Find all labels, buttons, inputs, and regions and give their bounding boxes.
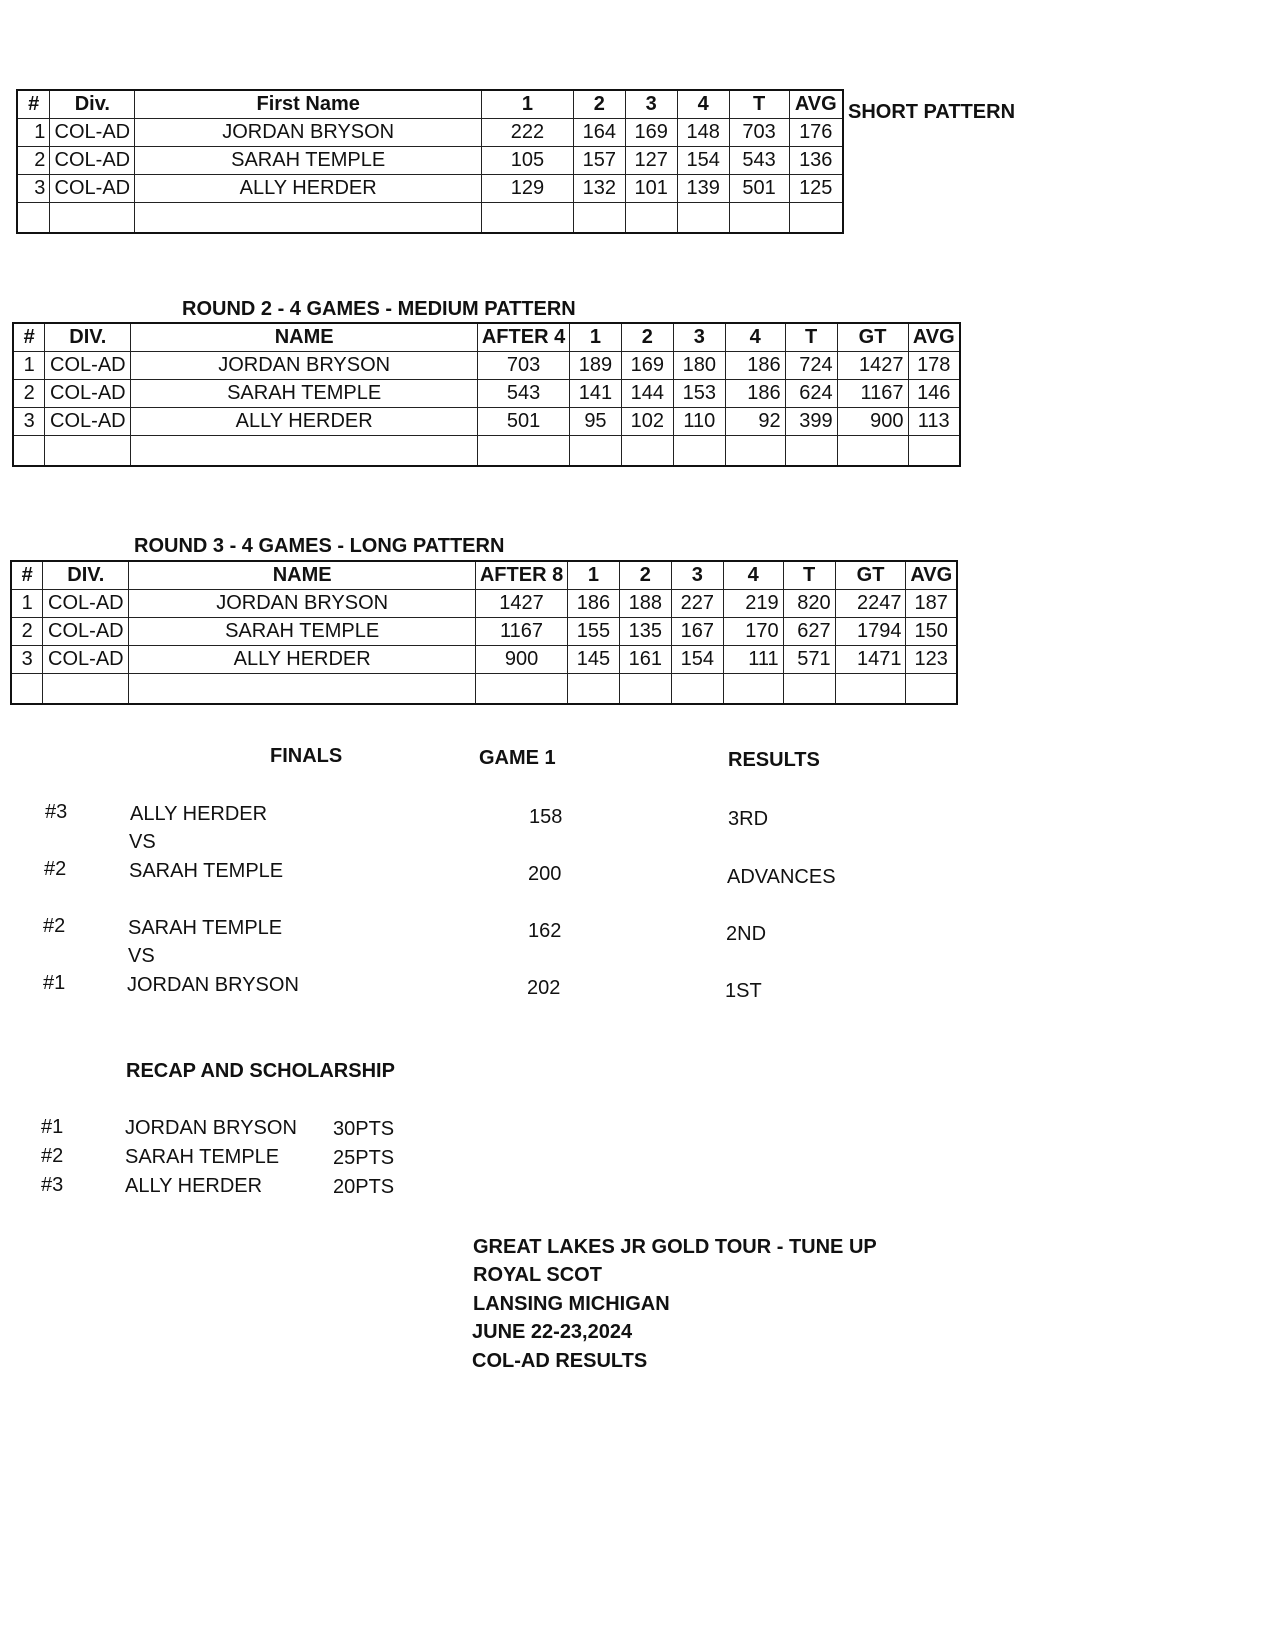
recap-name: JORDAN BRYSON <box>125 1117 297 1139</box>
cell: 129 <box>482 175 574 203</box>
col-header: 2 <box>573 90 625 119</box>
cell: 178 <box>908 352 960 380</box>
cell: 186 <box>725 352 785 380</box>
cell: 399 <box>785 408 837 436</box>
col-header: Div. <box>50 90 135 119</box>
recap-points: 30PTS <box>333 1118 395 1140</box>
finals-name: ALLY HERDER <box>130 803 268 825</box>
recap-name: ALLY HERDER <box>125 1175 263 1197</box>
recap-points: 20PTS <box>333 1176 395 1198</box>
col-header: AVG <box>906 561 957 590</box>
finals-seed: #1 <box>43 972 66 994</box>
cell: 145 <box>567 646 619 674</box>
finals-vs: VS <box>129 831 156 853</box>
col-header: 1 <box>482 90 574 119</box>
col-header: 4 <box>677 90 729 119</box>
cell: 2 <box>13 380 45 408</box>
col-header: # <box>11 561 43 590</box>
cell: 135 <box>619 618 671 646</box>
cell: 113 <box>908 408 960 436</box>
table-row <box>17 147 843 175</box>
event-date: JUNE 22-23,2024 <box>472 1321 633 1343</box>
col-header: 4 <box>725 323 785 352</box>
cell: 111 <box>723 646 783 674</box>
col-header: T <box>785 323 837 352</box>
cell: 900 <box>476 646 568 674</box>
finals-score: 158 <box>529 806 563 828</box>
cell: ALLY HERDER <box>135 175 482 203</box>
cell: 1 <box>13 352 45 380</box>
cell: 176 <box>789 119 843 147</box>
cell: 101 <box>625 175 677 203</box>
cell: 189 <box>569 352 621 380</box>
col-header: 4 <box>723 561 783 590</box>
col-header: GT <box>837 323 908 352</box>
recap-seed: #1 <box>41 1116 64 1138</box>
table-row <box>13 352 960 380</box>
cell: SARAH TEMPLE <box>131 380 478 408</box>
col-header: NAME <box>131 323 478 352</box>
col-header: AFTER 4 <box>478 323 570 352</box>
table-row-empty <box>11 674 957 705</box>
cell: 2 <box>11 618 43 646</box>
cell: 95 <box>569 408 621 436</box>
cell: COL-AD <box>50 175 135 203</box>
cell: COL-AD <box>43 590 129 618</box>
cell: COL-AD <box>43 618 129 646</box>
cell: COL-AD <box>45 408 131 436</box>
cell: 186 <box>567 590 619 618</box>
col-header: # <box>17 90 50 119</box>
cell: 1 <box>17 119 50 147</box>
cell: 155 <box>567 618 619 646</box>
col-header: First Name <box>135 90 482 119</box>
round1-table <box>16 89 844 234</box>
cell: 146 <box>908 380 960 408</box>
round1-pattern-label: SHORT PATTERN <box>848 101 1016 123</box>
table-row <box>11 646 957 674</box>
cell: 1794 <box>835 618 906 646</box>
cell: 186 <box>725 380 785 408</box>
recap-points: 25PTS <box>333 1147 395 1169</box>
col-header: DIV. <box>45 323 131 352</box>
recap-seed: #2 <box>41 1145 64 1167</box>
table-header-row <box>11 561 957 590</box>
finals-seed: #2 <box>44 858 67 880</box>
finals-score: 162 <box>528 920 562 942</box>
cell: SARAH TEMPLE <box>135 147 482 175</box>
cell: 3 <box>17 175 50 203</box>
cell: 157 <box>573 147 625 175</box>
cell: COL-AD <box>50 147 135 175</box>
cell: 136 <box>789 147 843 175</box>
cell: 169 <box>625 119 677 147</box>
cell: 92 <box>725 408 785 436</box>
finals-name: SARAH TEMPLE <box>128 917 283 939</box>
cell: 154 <box>677 147 729 175</box>
recap-name: SARAH TEMPLE <box>125 1146 280 1168</box>
cell: 167 <box>671 618 723 646</box>
cell: 227 <box>671 590 723 618</box>
cell: 3 <box>13 408 45 436</box>
finals-seed: #2 <box>43 915 66 937</box>
cell: COL-AD <box>50 119 135 147</box>
col-header: GT <box>835 561 906 590</box>
cell: ALLY HERDER <box>131 408 478 436</box>
cell: ALLY HERDER <box>129 646 476 674</box>
cell: 624 <box>785 380 837 408</box>
cell: 543 <box>478 380 570 408</box>
cell: JORDAN BRYSON <box>135 119 482 147</box>
col-header: AVG <box>789 90 843 119</box>
table-row <box>13 380 960 408</box>
cell: 161 <box>619 646 671 674</box>
cell: COL-AD <box>45 352 131 380</box>
event-title: GREAT LAKES JR GOLD TOUR - TUNE UP <box>473 1236 877 1258</box>
col-header: AFTER 8 <box>476 561 568 590</box>
col-header: NAME <box>129 561 476 590</box>
cell: 703 <box>729 119 789 147</box>
round2-title: ROUND 2 - 4 GAMES - MEDIUM PATTERN <box>182 298 576 320</box>
cell: 150 <box>906 618 957 646</box>
cell: 1167 <box>837 380 908 408</box>
table-row <box>11 590 957 618</box>
finals-score: 202 <box>527 977 561 999</box>
cell: COL-AD <box>45 380 131 408</box>
cell: JORDAN BRYSON <box>131 352 478 380</box>
col-header: 3 <box>671 561 723 590</box>
cell: 164 <box>573 119 625 147</box>
recap-seed: #3 <box>41 1174 64 1196</box>
cell: 125 <box>789 175 843 203</box>
cell: 154 <box>671 646 723 674</box>
cell: 627 <box>783 618 835 646</box>
event-location: LANSING MICHIGAN <box>473 1293 670 1315</box>
cell: 187 <box>906 590 957 618</box>
finals-seed: #3 <box>45 801 68 823</box>
cell: 501 <box>729 175 789 203</box>
cell: 900 <box>837 408 908 436</box>
game1-heading: GAME 1 <box>479 747 556 769</box>
col-header: 1 <box>569 323 621 352</box>
cell: COL-AD <box>43 646 129 674</box>
cell: 169 <box>621 352 673 380</box>
round3-table <box>10 560 958 705</box>
table-row <box>13 408 960 436</box>
cell: 222 <box>482 119 574 147</box>
table-header-row <box>13 323 960 352</box>
finals-vs: VS <box>128 945 155 967</box>
table-row <box>17 175 843 203</box>
cell: 144 <box>621 380 673 408</box>
col-header: T <box>729 90 789 119</box>
col-header: 2 <box>619 561 671 590</box>
cell: 153 <box>673 380 725 408</box>
cell: 132 <box>573 175 625 203</box>
col-header: 3 <box>673 323 725 352</box>
cell: 3 <box>11 646 43 674</box>
cell: 180 <box>673 352 725 380</box>
cell: 170 <box>723 618 783 646</box>
table-row-empty <box>17 203 843 234</box>
event-division: COL-AD RESULTS <box>472 1350 648 1372</box>
cell: 820 <box>783 590 835 618</box>
cell: 127 <box>625 147 677 175</box>
finals-name: JORDAN BRYSON <box>127 974 299 996</box>
cell: 571 <box>783 646 835 674</box>
col-header: DIV. <box>43 561 129 590</box>
cell: 139 <box>677 175 729 203</box>
recap-heading: RECAP AND SCHOLARSHIP <box>126 1060 395 1082</box>
cell: 724 <box>785 352 837 380</box>
cell: 141 <box>569 380 621 408</box>
cell: 543 <box>729 147 789 175</box>
cell: 2 <box>17 147 50 175</box>
results-heading: RESULTS <box>728 749 820 771</box>
cell: 2247 <box>835 590 906 618</box>
cell: 1167 <box>476 618 568 646</box>
col-header: T <box>783 561 835 590</box>
round2-table <box>12 322 961 467</box>
round3-title: ROUND 3 - 4 GAMES - LONG PATTERN <box>134 535 505 557</box>
cell: 1471 <box>835 646 906 674</box>
cell: 501 <box>478 408 570 436</box>
finals-result: 3RD <box>728 808 769 830</box>
finals-score: 200 <box>528 863 562 885</box>
cell: 1427 <box>837 352 908 380</box>
table-header-row <box>17 90 843 119</box>
event-venue: ROYAL SCOT <box>473 1264 602 1286</box>
cell: 105 <box>482 147 574 175</box>
finals-result: 1ST <box>725 980 762 1002</box>
finals-result: ADVANCES <box>727 866 836 888</box>
cell: JORDAN BRYSON <box>129 590 476 618</box>
table-row <box>11 618 957 646</box>
col-header: AVG <box>908 323 960 352</box>
table-row-empty <box>13 436 960 467</box>
col-header: 2 <box>621 323 673 352</box>
col-header: 3 <box>625 90 677 119</box>
col-header: 1 <box>567 561 619 590</box>
cell: 1 <box>11 590 43 618</box>
col-header: # <box>13 323 45 352</box>
cell: 1427 <box>476 590 568 618</box>
finals-heading: FINALS <box>270 745 343 767</box>
cell: 110 <box>673 408 725 436</box>
cell: 703 <box>478 352 570 380</box>
finals-name: SARAH TEMPLE <box>129 860 284 882</box>
finals-result: 2ND <box>726 923 767 945</box>
cell: 123 <box>906 646 957 674</box>
cell: 102 <box>621 408 673 436</box>
cell: SARAH TEMPLE <box>129 618 476 646</box>
cell: 148 <box>677 119 729 147</box>
cell: 219 <box>723 590 783 618</box>
table-row <box>17 119 843 147</box>
cell: 188 <box>619 590 671 618</box>
